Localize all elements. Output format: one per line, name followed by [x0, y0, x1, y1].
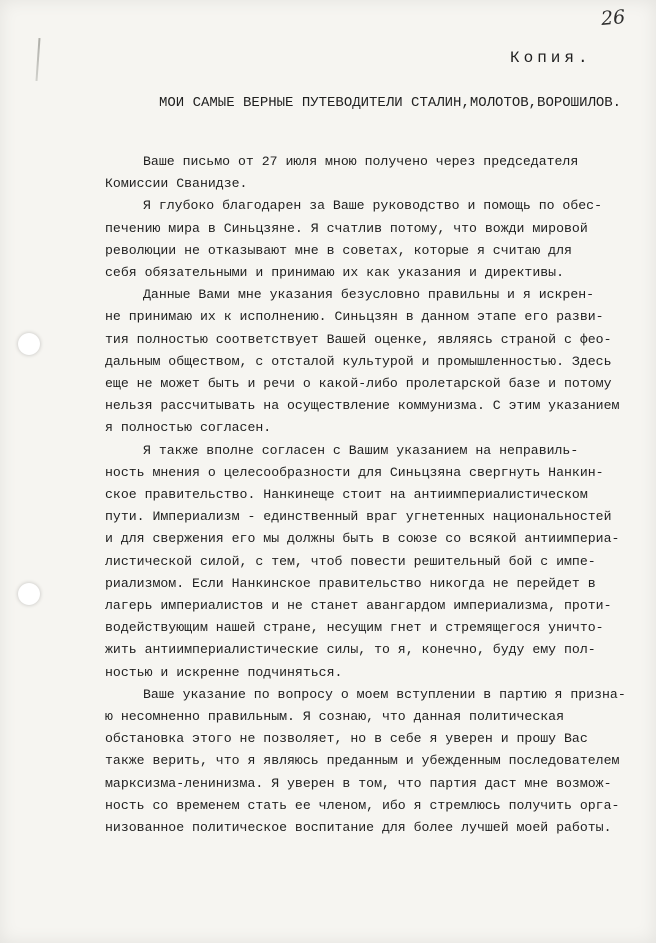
- body-line: ю несомненно правильным. Я сознаю, что данная политическая: [105, 709, 564, 725]
- punch-hole-top: [18, 333, 40, 355]
- body-line: Ваше указание по вопросу о моем вступлении в партию я призна-: [143, 686, 626, 702]
- body-line: ность мнения о целесообразности для Синьцзяна свергнуть Нанкин-: [105, 464, 604, 480]
- body-line: дальным обществом, с отсталой культурой и промышленностью. Здесь: [105, 353, 612, 369]
- body-line: Данные Вами мне указания безусловно правильны и я искрен-: [143, 287, 595, 303]
- body-line: я полностью согласен.: [105, 420, 272, 436]
- handwritten-page-number: 26: [600, 5, 627, 31]
- body-line: жить антиимпериалистические силы, то я, конечно, буду ему пол-: [105, 642, 596, 658]
- body-line: не принимаю их к исполнению. Синьцзян в данном этапе его разви-: [105, 309, 604, 325]
- body-line: ностью и искренне подчиняться.: [105, 664, 343, 680]
- body-line: Я глубоко благодарен за Ваше руководство и помощь по обес-: [143, 198, 602, 214]
- body-line: обстановка этого не позволяет, но в себе я уверен и прошу Вас: [105, 731, 588, 747]
- body-line: нельзя рассчитывать на осуществление коммунизма. С этим указанием: [105, 398, 620, 414]
- body-line: ское правительство. Нанкинеще стоит на антиимпериалистическом: [105, 487, 588, 503]
- body-line: революции не отказывают мне в советах, которые я считаю для: [105, 242, 572, 258]
- copy-label: Копия.: [510, 49, 592, 67]
- punch-hole-bottom: [18, 583, 40, 605]
- body-line: Комиссии Сванидзе.: [105, 176, 248, 192]
- margin-pencil-mark: [36, 38, 41, 81]
- body-line: листической силой, с тем, чтоб повести решительный бой с импе-: [105, 553, 596, 569]
- body-line: марксизма-ленинизма. Я уверен в том, что партия даст мне возмож-: [105, 775, 612, 791]
- body-line: еще не может быть и речи о какой-либо пролетарской базе и потому: [105, 376, 612, 392]
- body-line: также верить, что я являюсь преданным и убежденным последователем: [105, 753, 620, 769]
- body-line: Я также вполне согласен с Вашим указанием на неправиль-: [143, 442, 579, 458]
- letter-body: [105, 151, 625, 839]
- body-line: Ваше письмо от 27 июля мною получено через председателя: [143, 154, 579, 169]
- body-line: пути. Империализм - единственный враг угнетенных национальностей: [105, 509, 612, 525]
- body-line: и для свержения его мы должны быть в союзе со всякой антиимпериа-: [105, 531, 620, 547]
- body-line: водействующим нашей стране, несущим гнет и стремящегося уничто-: [105, 620, 604, 636]
- body-line: низованное политическое воспитание для более лучшей моей работы.: [105, 820, 612, 836]
- body-line: себя обязательными и принимаю их как указания и директивы.: [105, 265, 564, 281]
- body-line: тия полностью соответствует Вашей оценке, являясь страной с фео-: [105, 331, 612, 347]
- body-line: ность со временем стать ее членом, ибо я стремлюсь получить орга-: [105, 797, 620, 813]
- body-line: лагерь империалистов и не станет авангардом империализма, проти-: [105, 598, 612, 614]
- body-line: печению мира в Синьцзяне. Я счатлив потому, что вожди мировой: [105, 220, 588, 236]
- body-line: риализмом. Если Нанкинское правительство никогда не перейдет в: [105, 575, 596, 591]
- document-title: МОИ САМЫЕ ВЕРНЫЕ ПУТЕВОДИТЕЛИ СТАЛИН,МОЛОТОВ,ВОРОШИЛОВ.: [159, 95, 622, 111]
